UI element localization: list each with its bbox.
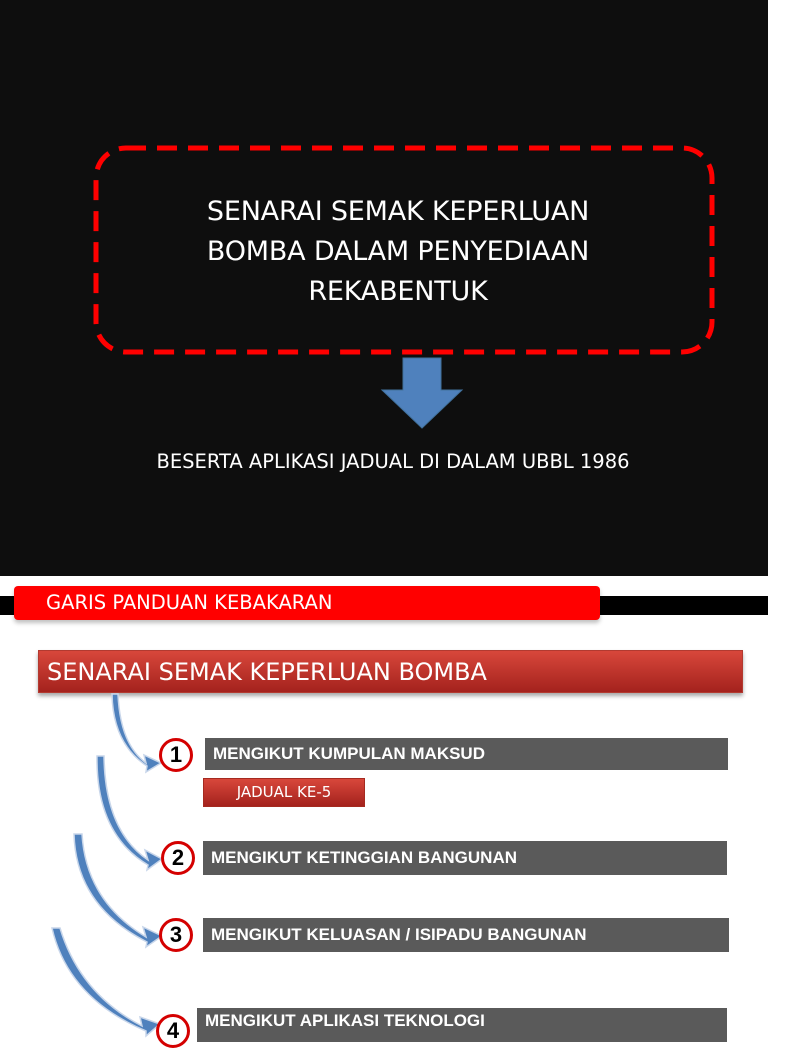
- step-number-3: 3: [159, 918, 193, 952]
- title-line-2: BOMBA DALAM PENYEDIAAN: [206, 236, 590, 267]
- step-label-2: MENGIKUT KETINGGIAN BANGUNAN: [203, 841, 727, 875]
- step-number-2: 2: [161, 841, 195, 875]
- section-banner: GARIS PANDUAN KEBAKARAN: [14, 586, 600, 620]
- title-line-1: SENARAI SEMAK KEPERLUAN: [206, 196, 590, 227]
- curved-arrow-icon: [52, 928, 160, 1036]
- curved-arrow-icon: [74, 834, 162, 947]
- subtitle: BESERTA APLIKASI JADUAL DI DALAM UBBL 1986: [156, 450, 630, 473]
- step-number-1: 1: [159, 738, 193, 772]
- checklist-header: SENARAI SEMAK KEPERLUAN BOMBA: [38, 650, 743, 693]
- step-label-3: MENGIKUT KELUASAN / ISIPADU BANGUNAN: [203, 918, 729, 952]
- curved-arrow-icon: [97, 756, 162, 870]
- step-label-4: MENGIKUT APLIKASI TEKNOLOGI: [197, 1008, 727, 1042]
- jadual-tag: JADUAL KE-5: [203, 778, 365, 807]
- page-title: [120, 192, 676, 312]
- down-arrow-icon: [382, 358, 462, 428]
- title-line-3: REKABENTUK: [308, 276, 488, 307]
- step-label-1: MENGIKUT KUMPULAN MAKSUD: [205, 738, 728, 770]
- step-number-4: 4: [156, 1014, 190, 1048]
- curved-arrow-icon: [112, 694, 161, 772]
- curved-arrows: [0, 576, 768, 1024]
- slide-checklist: [0, 576, 768, 1043]
